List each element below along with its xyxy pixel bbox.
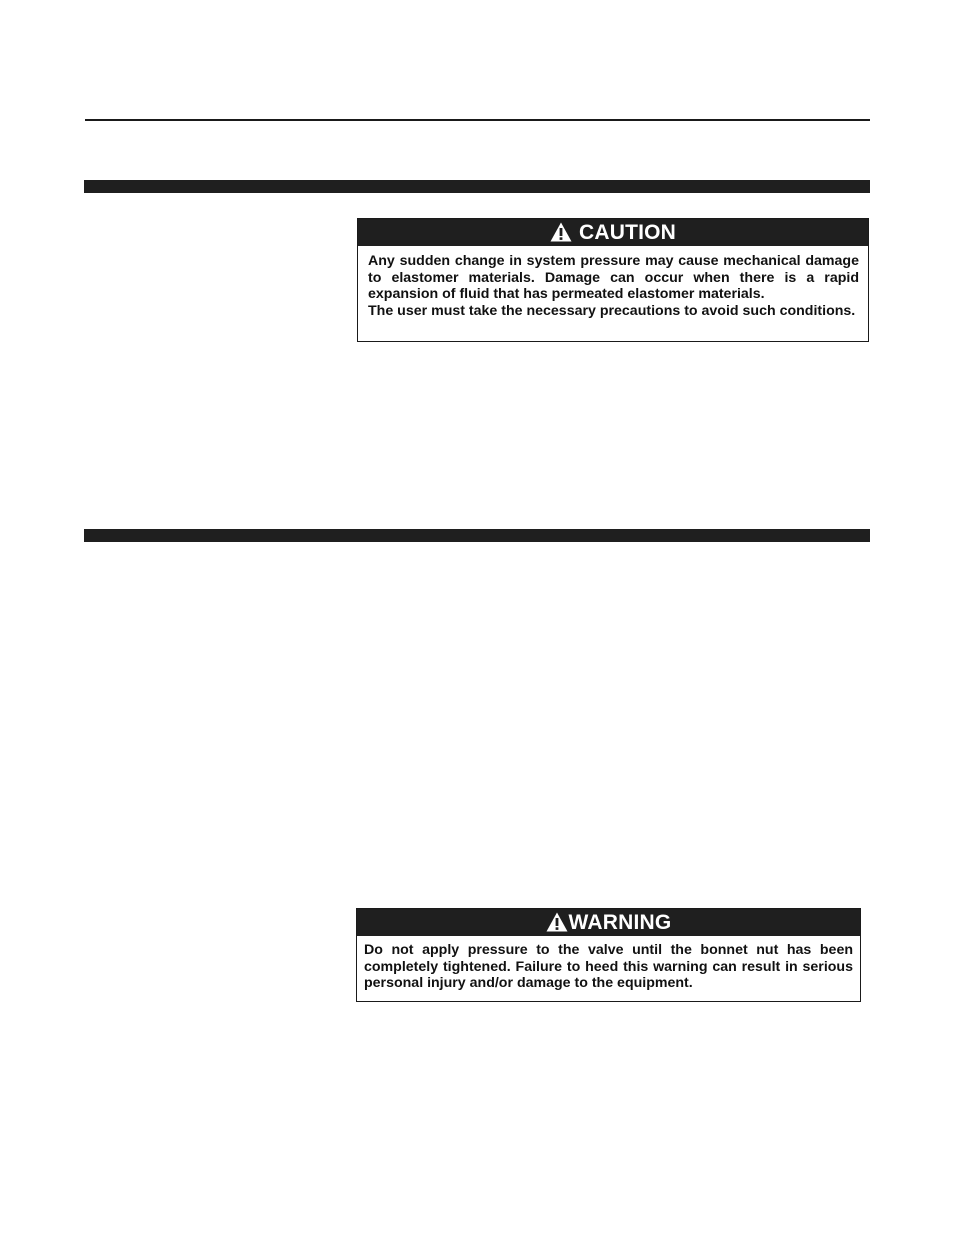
warning-title: WARNING (568, 911, 672, 934)
warning-triangle-icon (550, 222, 572, 242)
caution-header (358, 219, 868, 246)
section-divider-middle (84, 529, 870, 542)
warning-paragraph-1: Do not apply pressure to the valve until the bonnet nut has been completely tightened. Failure to heed this warning can result in serious personal injury and/or damage to the equipment. (364, 942, 853, 992)
warning-triangle-icon (546, 912, 568, 932)
warning-notice (356, 908, 861, 1002)
warning-header (357, 909, 860, 936)
section-divider-top (84, 180, 870, 193)
caution-notice (357, 218, 869, 342)
caution-paragraph-2: The user must take the necessary precautions to avoid such conditions. (368, 302, 856, 319)
caution-title: CAUTION (578, 221, 677, 244)
header-rule (85, 119, 870, 121)
warning-body (357, 936, 860, 996)
caution-body (358, 246, 868, 323)
caution-paragraph-1: Any sudden change in system pressure may cause mechanical damage to elastomer materials. Damage can occur when there is a rapid expansion of fluid that has permeated elastomer materials. (368, 253, 859, 303)
